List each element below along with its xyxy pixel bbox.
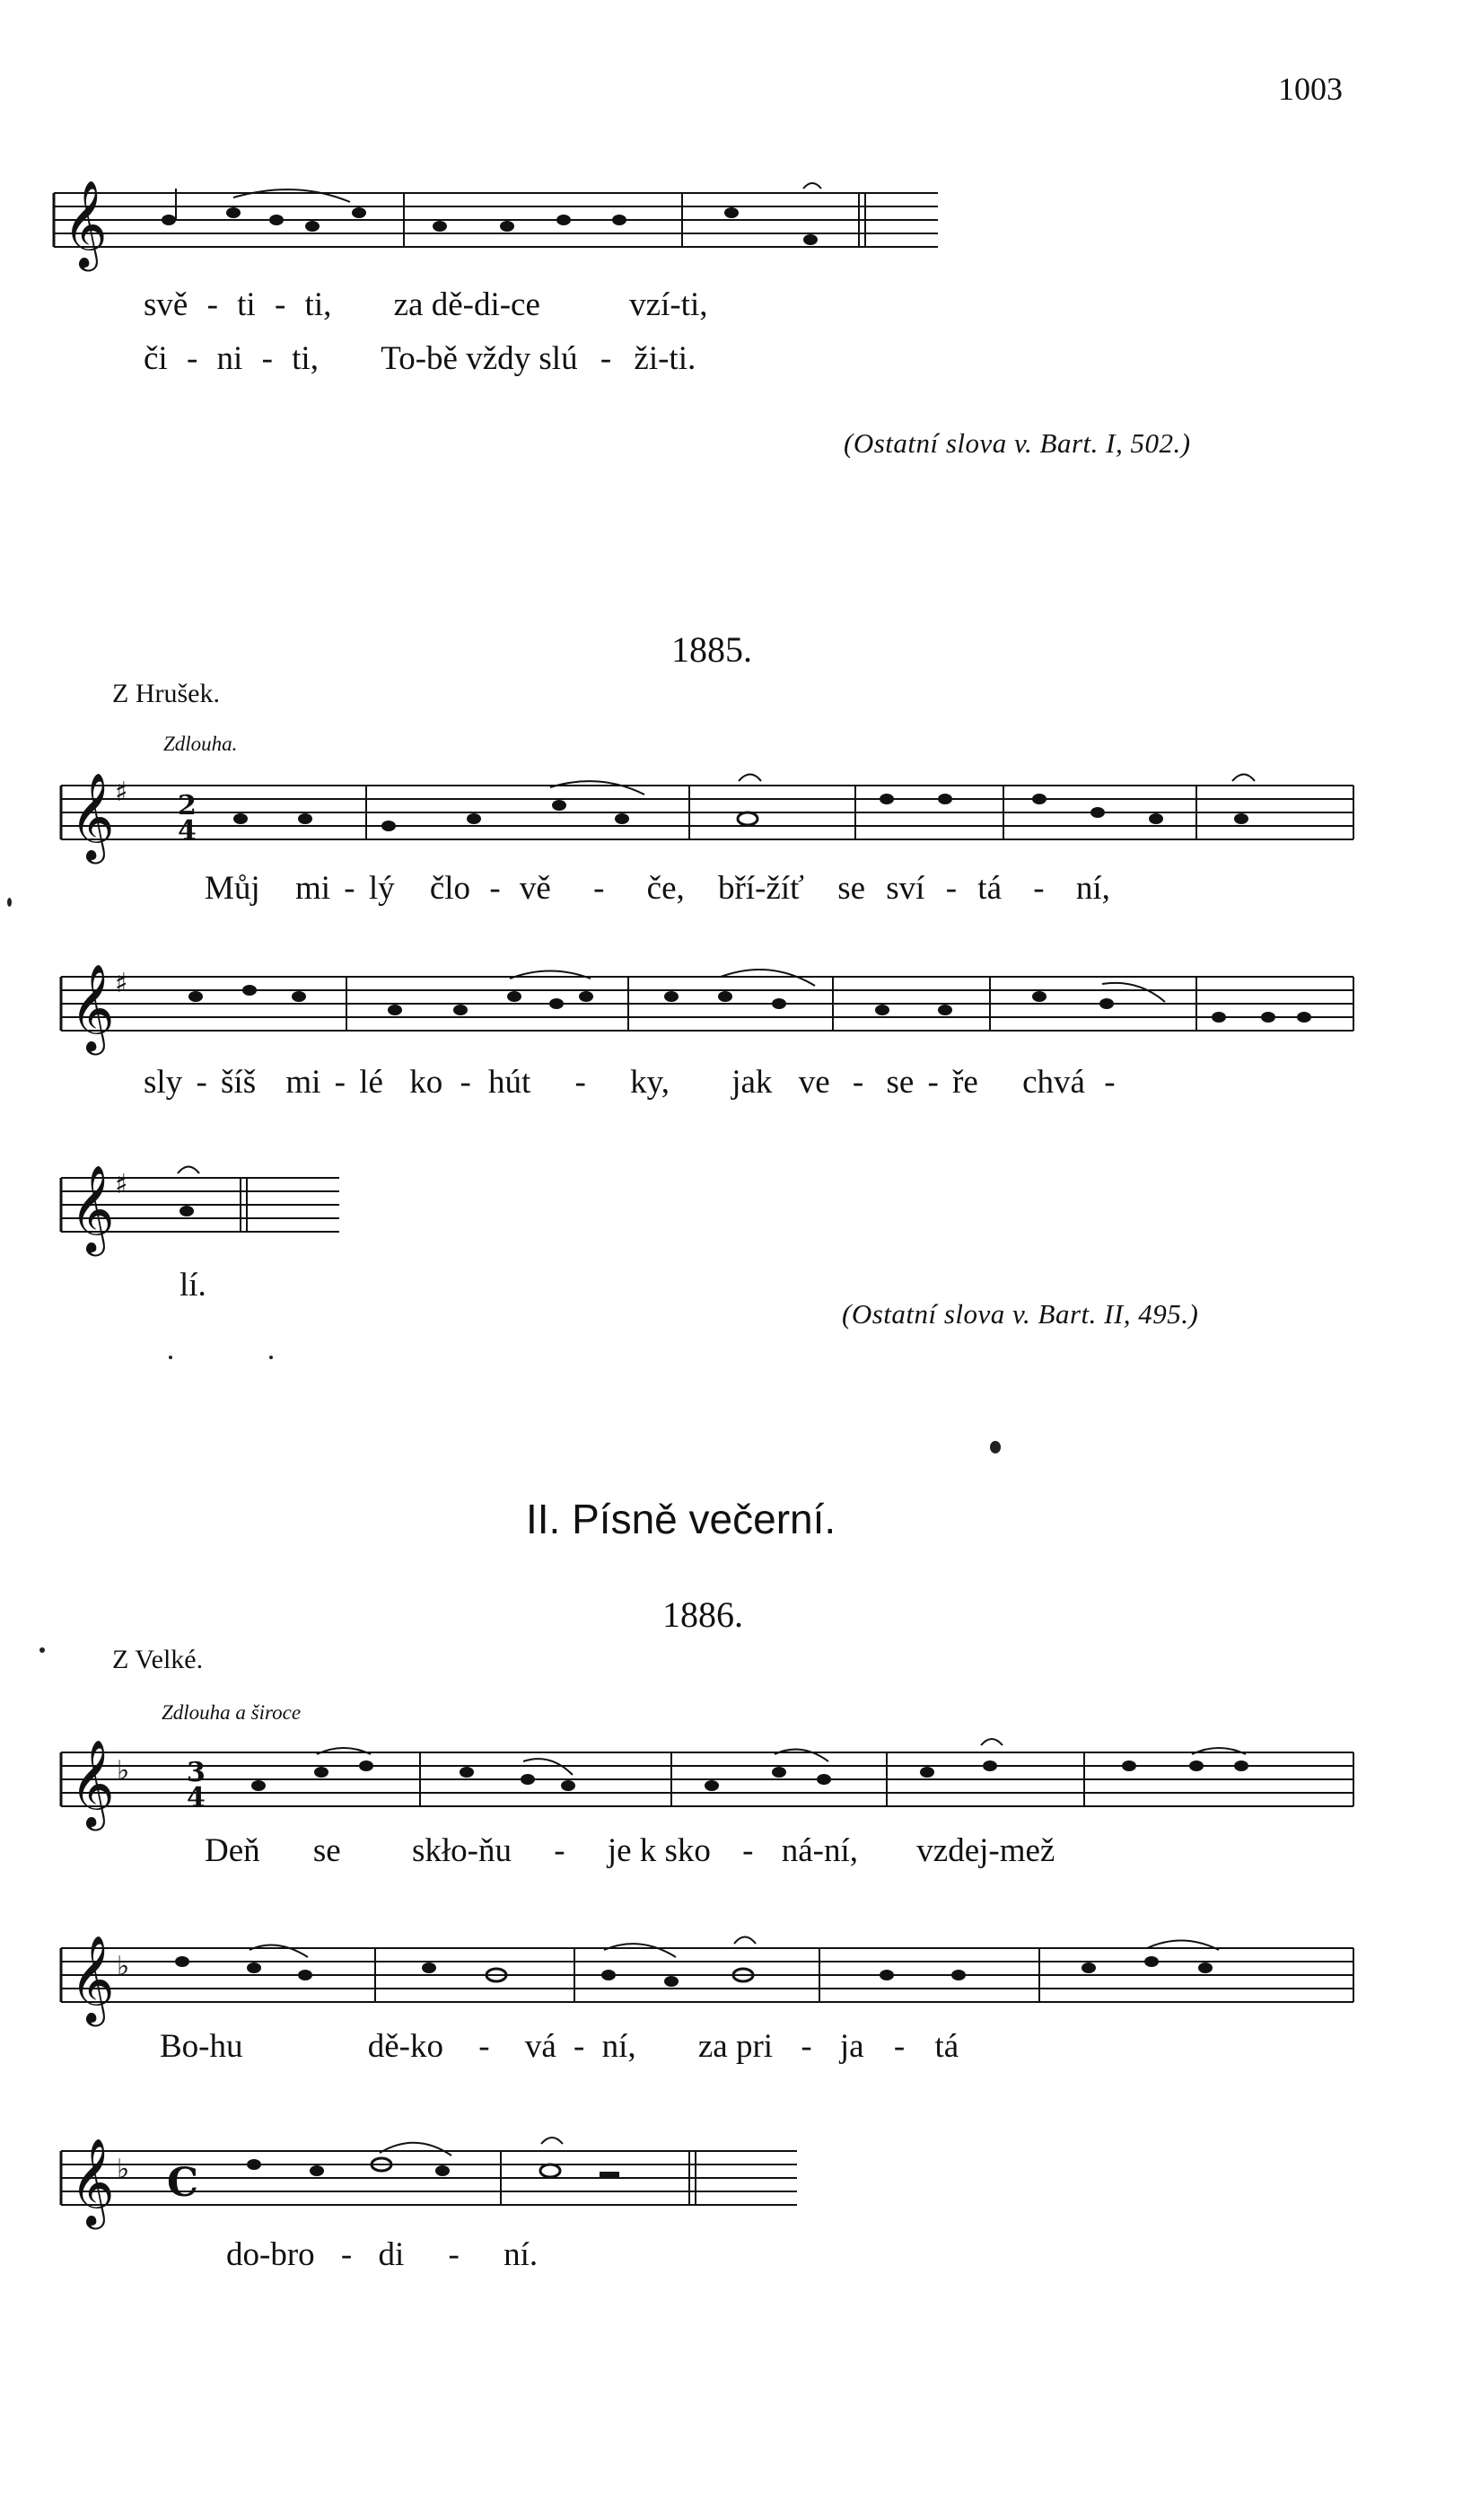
music-staff-1885-2: [61, 959, 1362, 1058]
song-1885-lyrics-line1: Můj mi - lý člo - vě - če, bří-žíť se sví - tá - ní,: [205, 870, 1110, 907]
flat-icon: ♭: [117, 2154, 130, 2185]
music-staff-1886-3: [61, 2133, 806, 2232]
ink-speck: [169, 1356, 172, 1359]
time-sig-bottom: 4: [187, 1782, 206, 1813]
music-staff-1885-1: [61, 768, 1362, 866]
sharp-icon: ♯: [115, 777, 128, 808]
music-staff-1885-3: [61, 1160, 348, 1259]
treble-clef-icon: 𝄞: [70, 1739, 115, 1827]
ink-speck: [39, 1647, 45, 1653]
treble-clef-icon: 𝄞: [70, 2138, 115, 2226]
treble-clef-icon: 𝄞: [70, 1164, 115, 1252]
prev-lyrics-line2: či - ni - ti, To-bě vždy slú - ži-ti.: [144, 340, 696, 377]
song-1885-tempo: Zdlouha.: [163, 733, 238, 755]
treble-clef-icon: 𝄞: [70, 772, 115, 860]
song-number-1886: 1886.: [662, 1594, 743, 1635]
song-1886-tempo: Zdlouha a široce: [162, 1701, 302, 1724]
prev-lyrics-line1: svě - ti - ti, za dě-di-ce vzí-ti,: [144, 286, 708, 323]
music-staff-prev: [54, 180, 951, 269]
song-1886-lyrics-line1: Deň se skło-ňu - je k sko - ná-ní, vzdej-mež: [205, 1832, 1055, 1869]
flat-icon: ♭: [117, 1755, 130, 1787]
time-sig-top: 3: [187, 1757, 206, 1788]
music-staff-1886-2: [61, 1930, 1362, 2029]
sharp-icon: ♯: [115, 968, 128, 999]
common-time-signature: C: [167, 2160, 199, 2206]
ink-speck: [990, 1441, 1001, 1453]
ink-speck: [269, 1356, 273, 1359]
treble-clef-icon: 𝄞: [63, 180, 108, 268]
music-staff-1886-1: [61, 1734, 1362, 1833]
time-sig-bottom: 4: [178, 815, 197, 847]
song-1885-lyrics-line2: sly - šíš mi - lé ko - hút - ky, jak ve - se - ře chvá -: [144, 1064, 1116, 1101]
sharp-icon: ♯: [115, 1169, 128, 1200]
song-1885-reference: (Ostatní slova v. Bart. II, 495.): [842, 1298, 1199, 1330]
flat-icon: ♭: [117, 1951, 130, 1982]
song-number-1885: 1885.: [671, 629, 752, 670]
song-1885-lyrics-line3: lí.: [180, 1267, 206, 1304]
song-1885-origin: Z Hrušek.: [112, 679, 220, 708]
song-1886-origin: Z Velké.: [112, 1645, 204, 1674]
song-1886-lyrics-line2: Bo-hu dě-ko - vá - ní, za pri - ja - tá: [160, 2028, 959, 2065]
song-1886-lyrics-line3: do-bro - di - ní.: [226, 2236, 539, 2273]
ink-speck: [7, 898, 12, 907]
time-sig-top: 2: [178, 790, 197, 821]
treble-clef-icon: 𝄞: [70, 1935, 115, 2023]
prev-reference: (Ostatní slova v. Bart. I, 502.): [844, 427, 1191, 459]
section-heading: II. Písně večerní.: [526, 1496, 836, 1542]
treble-clef-icon: 𝄞: [70, 963, 115, 1051]
page-number: 1003: [1278, 71, 1343, 107]
